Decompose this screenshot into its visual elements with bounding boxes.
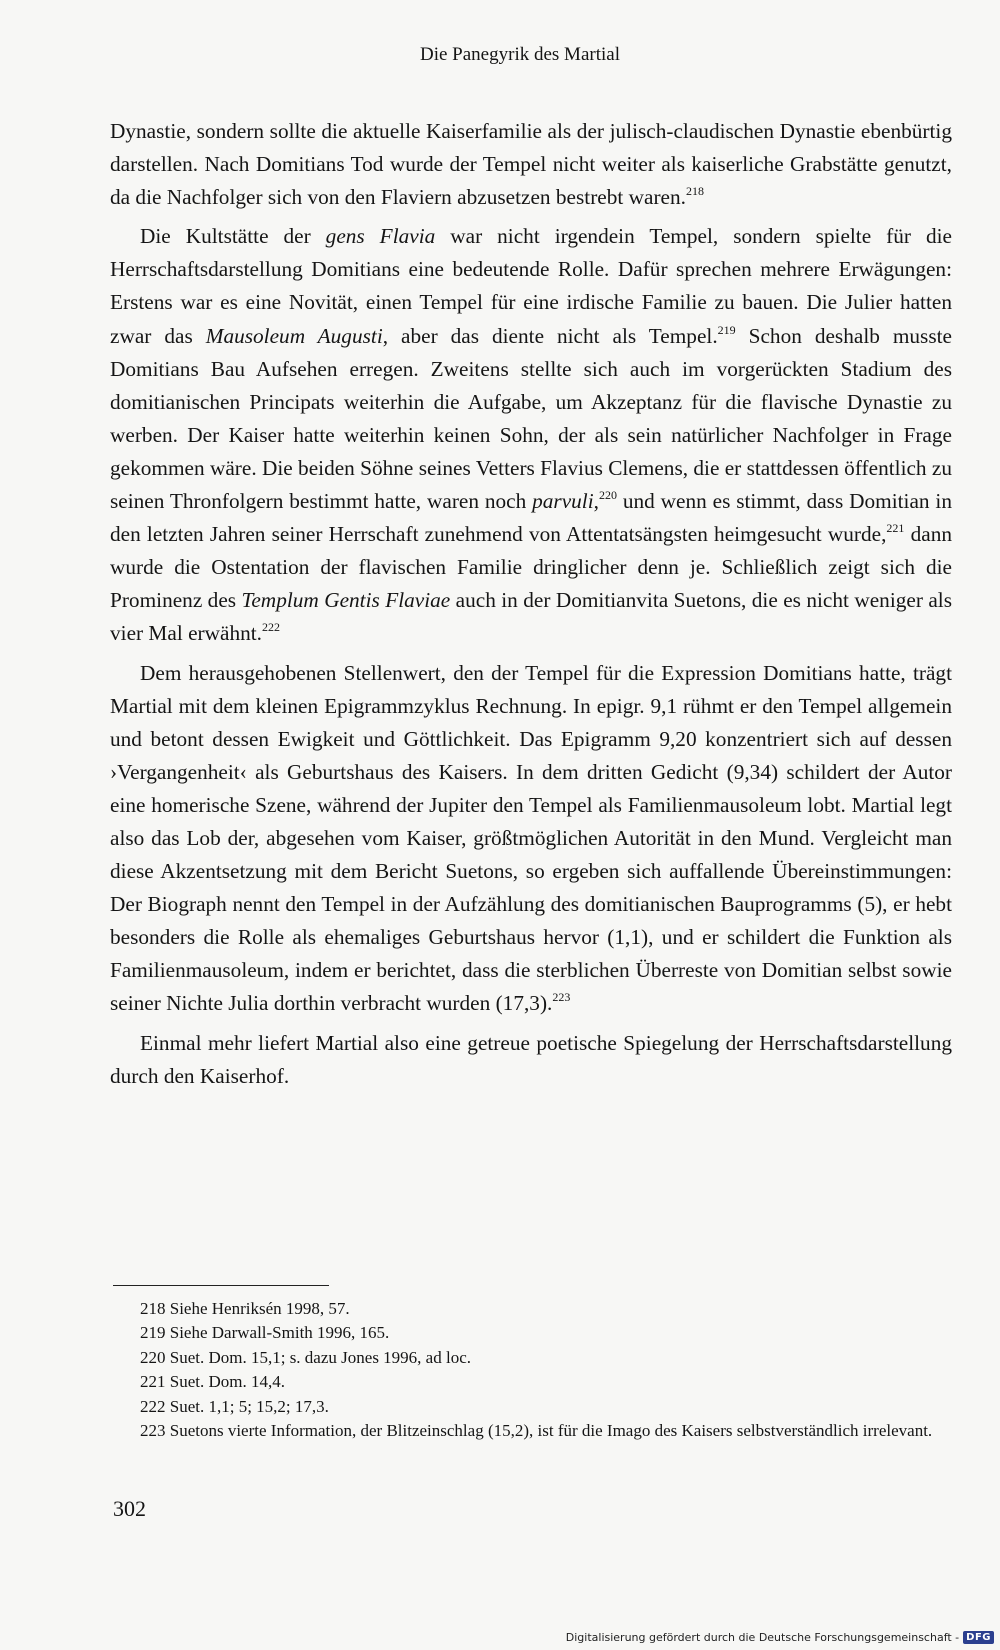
footnote-222: 222 Suet. 1,1; 5; 15,2; 17,3.	[140, 1396, 329, 1416]
main-text	[110, 115, 952, 1099]
text-run: Dem herausgehobenen Stellenwert, den der Tempel für die Expression Domitians hatte, trägt Martial mit dem kleinen Epigrammzyklus Rechnung. In epigr. 9,1 rühmt er den Tempel allgemein und betont dessen Ewigkeit und Göttlichkeit. Das Epigramm 9,20 konzentriert sich auf dessen ›Vergangenheit‹ als Geburtshaus des Kaisers. In dem dritten Gedicht (9,34) schildert der Autor eine homerische Szene, während der Jupiter den Tempel als Familienmausoleum lobt. Martial legt also das Lob der, abgesehen vom Kaiser, größtmöglichen Autorität in den Mund. Vergleicht man diese Akzentsetzung mit dem Bericht Suetons, so ergeben sich auffallende Übereinstimmungen: Der Biograph nennt den Tempel in der Aufzählung des domitianischen Bauprogramms (5), er hebt besonders die Rolle als ehemaliges Geburtshaus hervor (1,1), und er schildert die Funktion als Familienmausoleum, indem er berichtet, dass die sterblichen Überreste von Domitian selbst sowie seiner Nichte Julia dorthin verbracht wurden (17,3).	[110, 660, 952, 1016]
footnote-220: 220 Suet. Dom. 15,1; s. dazu Jones 1996, ad loc.	[140, 1347, 471, 1367]
text-run: auch in der Domitianvita Suetons, die es nicht weniger als vier Mal erwähnt.	[110, 588, 952, 646]
footnote-221: 221 Suet. Dom. 14,4.	[140, 1372, 285, 1392]
footnote-219: 219 Siehe Darwall-Smith 1996, 165.	[140, 1323, 390, 1343]
footnote-ref-221[interactable]: 221	[886, 521, 905, 536]
footnote-ref-220[interactable]: 220	[598, 488, 617, 503]
footnotes	[110, 1297, 958, 1443]
paragraph-3	[110, 657, 952, 1021]
italic-term-parvuli: parvuli	[532, 489, 594, 514]
text-run: ,	[593, 489, 599, 514]
text-run: und wenn es stimmt, dass Domitian in den letzten Jahren seiner Herrschaft zunehmend von Attentatsängsten heimgesucht wurde,	[110, 489, 952, 547]
footnote-ref-219[interactable]: 219	[717, 322, 736, 337]
italic-term-mausoleum-augusti: Mausoleum Augusti	[205, 323, 383, 348]
footnote-218: 218 Siehe Henriksén 1998, 57.	[140, 1299, 350, 1318]
paragraph-2	[110, 220, 952, 650]
page-number: 302	[113, 1496, 146, 1521]
text-run: , aber das diente nicht als Tempel.	[382, 323, 718, 348]
text-run: Einmal mehr liefert Martial also eine getreue poetische Spiegelung der Herrschaftsdarstellung durch den Kaiserhof.	[110, 1030, 952, 1088]
dfg-logo-icon: DFG	[963, 1631, 994, 1644]
running-title: Die Panegyrik des Martial	[420, 44, 620, 65]
footnote-ref-223[interactable]: 223	[552, 990, 571, 1005]
text-run: dann wurde die Ostentation der flavischen Familie dringlicher denn je. Schließlich zeigt sich die Prominenz des	[110, 522, 952, 613]
text-run: Die Kultstätte der	[140, 224, 326, 249]
text-run: Dynastie, sondern sollte die aktuelle Kaiserfamilie als der julisch-claudischen Dynastie ebenbürtig darstellen. Nach Domitians Tod wurde der Tempel nicht weiter als kaiserliche Grabstätte genutzt, da die Nachfolger sich von den Flaviern abzusetzen bestrebt waren.	[110, 119, 952, 210]
footnote-ref-222[interactable]: 222	[261, 620, 280, 635]
text-run: war nicht irgendein Tempel, sondern spielte für die Herrschaftsdarstellung Domitians eine bedeutende Rolle. Dafür sprechen mehrere Erwägungen: Erstens war es eine Novität, einen Tempel für eine irdische Familie zu bauen. Die Julier hatten zwar das	[110, 224, 952, 348]
footnote-ref-218[interactable]: 218	[685, 184, 704, 199]
italic-term-gens-flavia: gens Flavia	[325, 224, 436, 249]
digitization-footer	[566, 1631, 994, 1644]
footnote-divider	[113, 1285, 329, 1286]
paragraph-1	[110, 115, 952, 214]
digitization-footer-text: Digitalisierung gefördert durch die Deutsche Forschungsgemeinschaft -	[565, 1631, 960, 1644]
paragraph-4	[110, 1027, 952, 1093]
italic-term-templum-gentis-flaviae: Templum Gentis Flaviae	[241, 588, 451, 613]
footnote-223: 223 Suetons vierte Information, der Blitzeinschlag (15,2), ist für die Imago des Kaisers selbstverständlich irrelevant.	[140, 1421, 933, 1441]
text-run: Schon deshalb musste Domitians Bau Aufsehen erregen. Zweitens stellte sich auch im vorgerückten Stadium des domitianischen Principats weiterhin die Aufgabe, um Akzeptanz für die flavische Dynastie zu werben. Der Kaiser hatte weiterhin keinen Sohn, der als sein natürlicher Nachfolger in Frage gekommen wäre. Die beiden Söhne seines Vetters Flavius Clemens, die er stattdessen öffentlich zu seinen Thronfolgern bestimmt hatte, waren noch	[110, 323, 953, 514]
